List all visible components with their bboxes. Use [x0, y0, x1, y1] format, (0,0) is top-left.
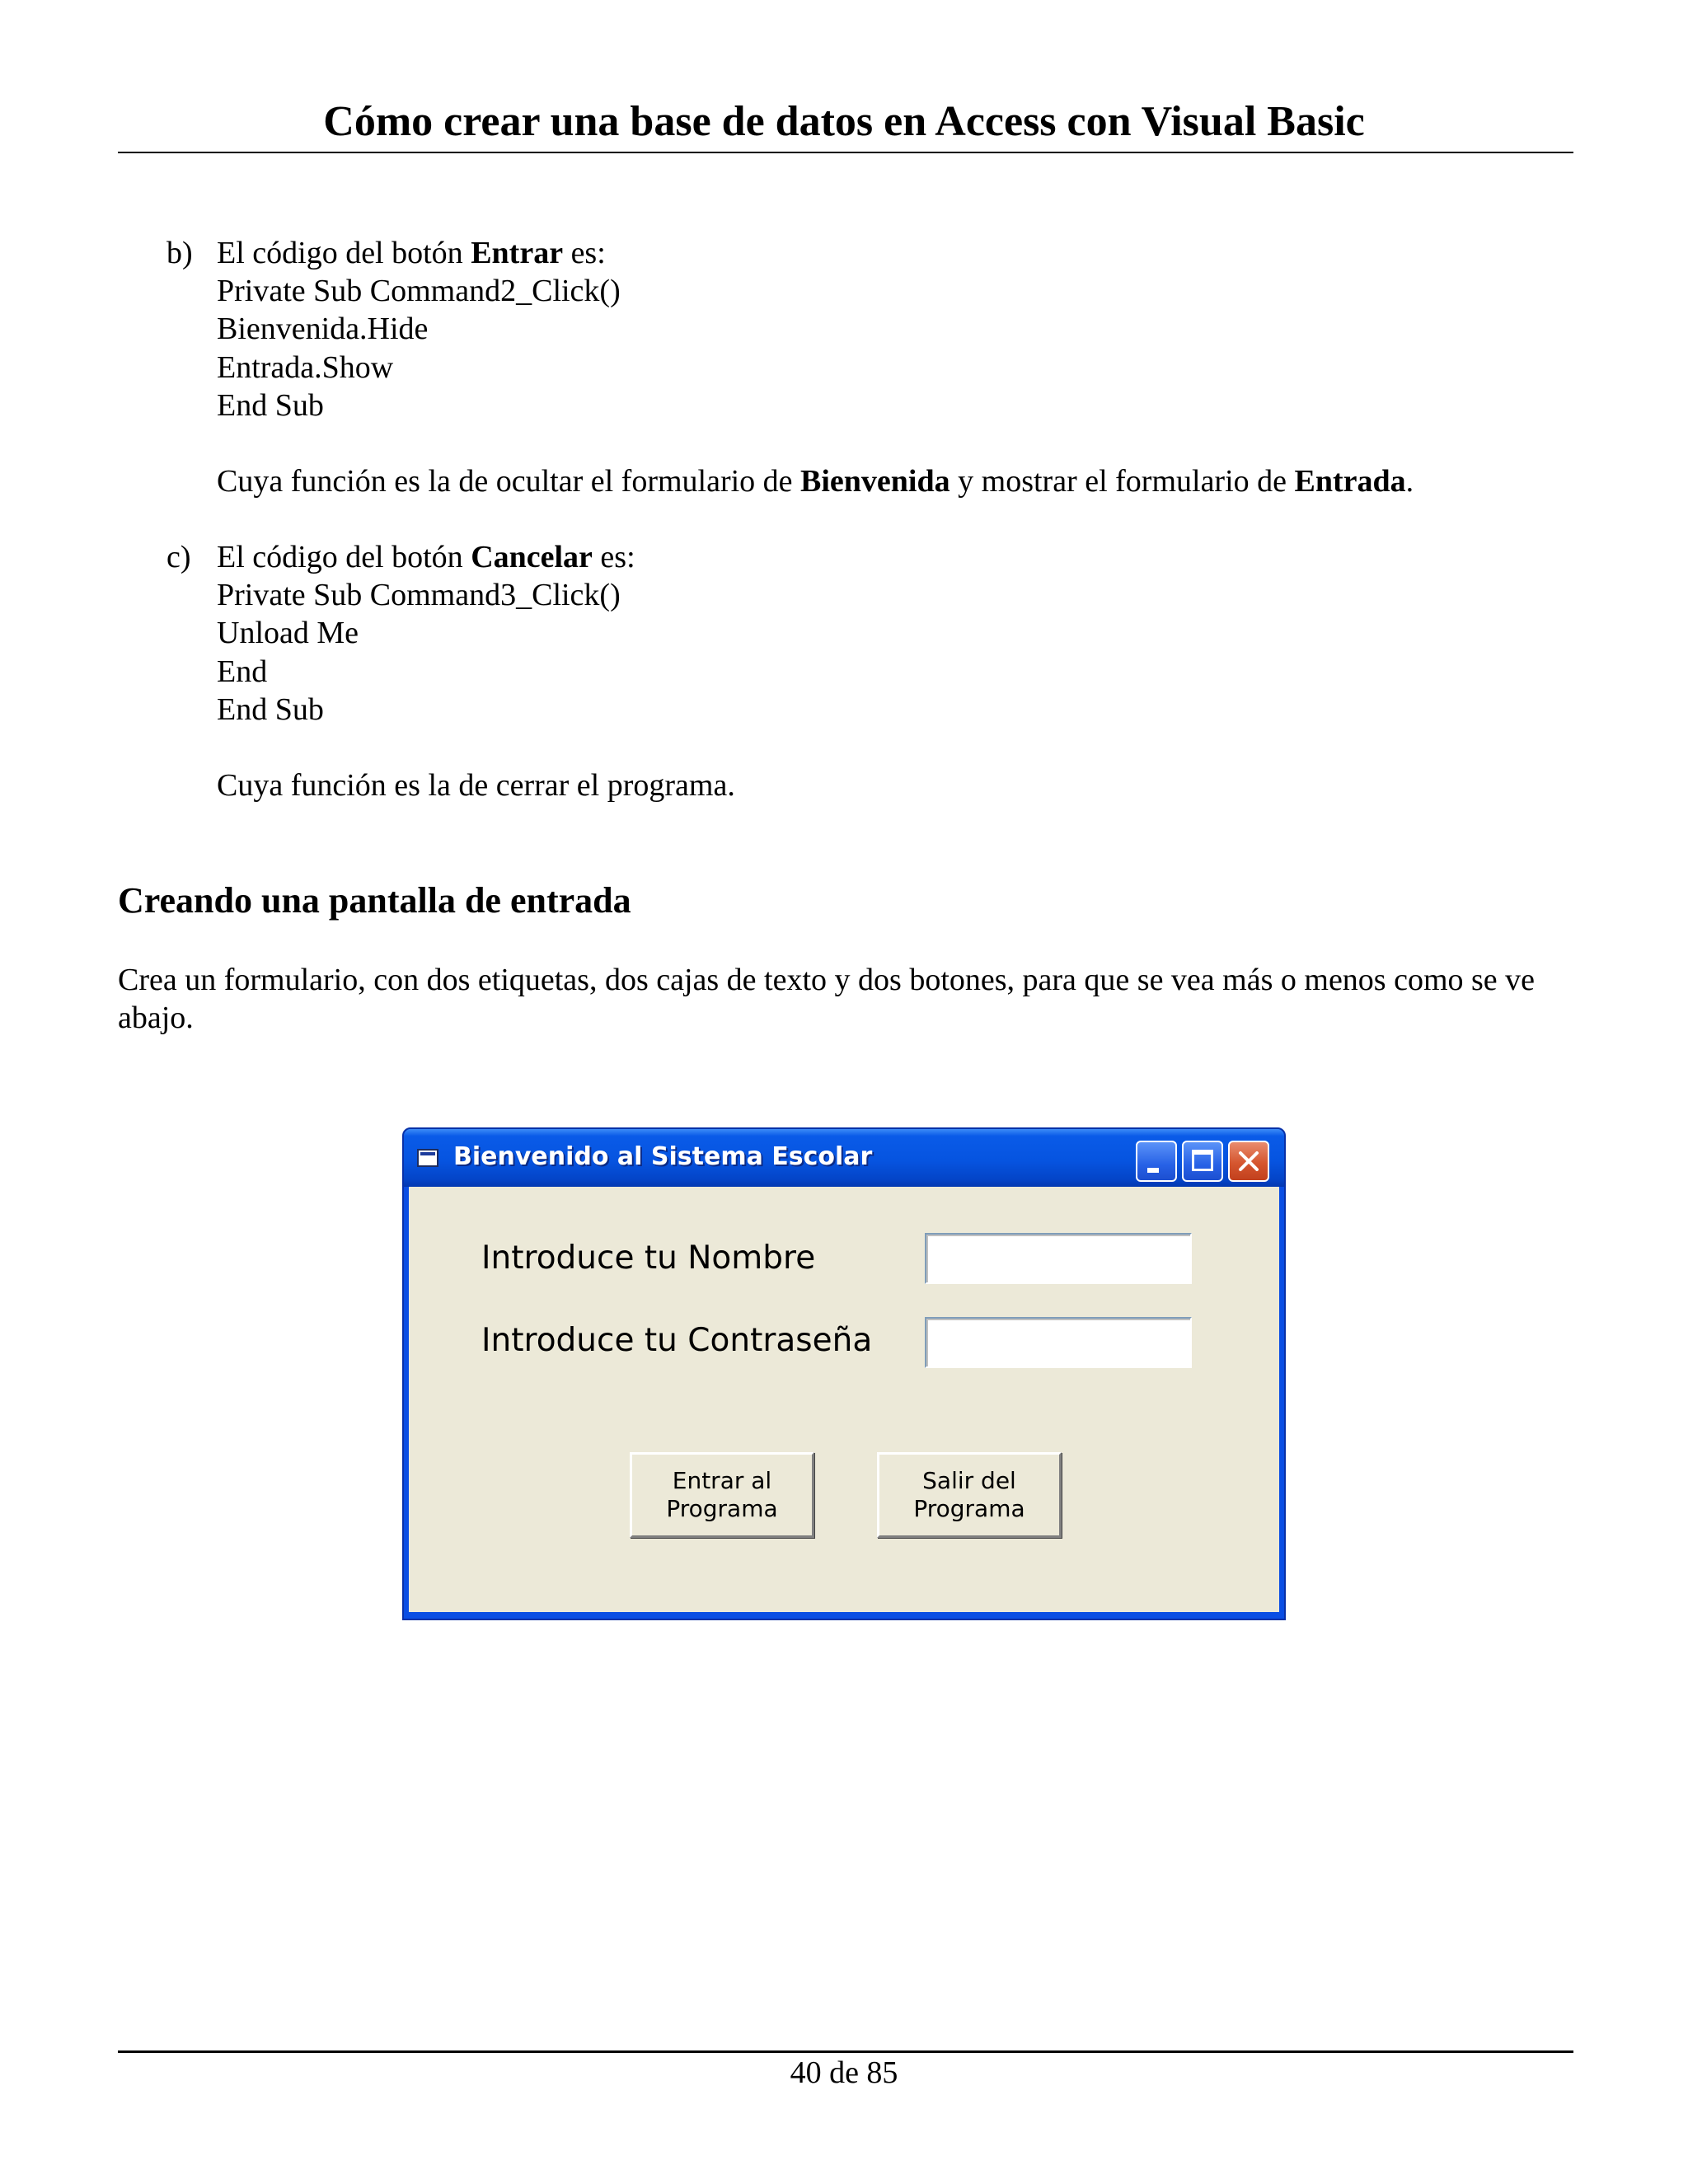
- maximize-icon[interactable]: [1182, 1141, 1223, 1182]
- code-line: Unload Me: [217, 616, 359, 651]
- code-line: Private Sub Command3_Click(): [217, 578, 621, 613]
- name-label: Introduce tu Nombre: [481, 1240, 816, 1277]
- item-description: Cuya función es la de cerrar el programa.: [217, 768, 735, 804]
- code-line: End: [217, 654, 268, 689]
- item-intro: El código del botón Cancelar es:: [217, 540, 635, 574]
- code-line: Private Sub Command2_Click(): [217, 274, 621, 309]
- footer-rule: [118, 2050, 1573, 2053]
- enter-program-button[interactable]: Entrar al Programa: [630, 1452, 814, 1538]
- login-dialog-window: [402, 1127, 1286, 1620]
- dialog-title: Bienvenido al Sistema Escolar: [453, 1142, 873, 1171]
- list-marker: c): [166, 540, 191, 574]
- code-line: End Sub: [217, 387, 324, 423]
- dialog-titlebar[interactable]: [404, 1129, 1284, 1187]
- header-rule: [118, 152, 1573, 153]
- app-window-icon: [417, 1149, 438, 1167]
- minimize-icon[interactable]: [1136, 1141, 1177, 1182]
- name-input[interactable]: [925, 1233, 1192, 1284]
- item-description: Cuya función es la de ocultar el formulario de Bienvenida y mostrar el formulario de Entrada.: [217, 464, 1414, 499]
- list-marker: b): [166, 236, 193, 270]
- item-intro: El código del botón Entrar es:: [217, 236, 606, 270]
- password-input[interactable]: [925, 1317, 1192, 1368]
- page-title: Cómo crear una base de datos en Access con Visual Basic: [323, 98, 1365, 145]
- exit-program-button[interactable]: Salir del Programa: [877, 1452, 1062, 1538]
- close-icon[interactable]: [1228, 1141, 1269, 1182]
- dialog-client-area: [409, 1187, 1279, 1612]
- code-line: End Sub: [217, 691, 324, 727]
- section-paragraph: Crea un formulario, con dos etiquetas, dos cajas de texto y dos botones, para que se vea más o menos como se ve abajo.: [118, 963, 1536, 1035]
- page-number: 40 de 85: [790, 2055, 898, 2090]
- password-label: Introduce tu Contraseña: [481, 1322, 873, 1359]
- code-line: Entrada.Show: [217, 349, 394, 385]
- code-line: Bienvenida.Hide: [217, 312, 429, 347]
- section-heading: Creando una pantalla de entrada: [118, 880, 631, 921]
